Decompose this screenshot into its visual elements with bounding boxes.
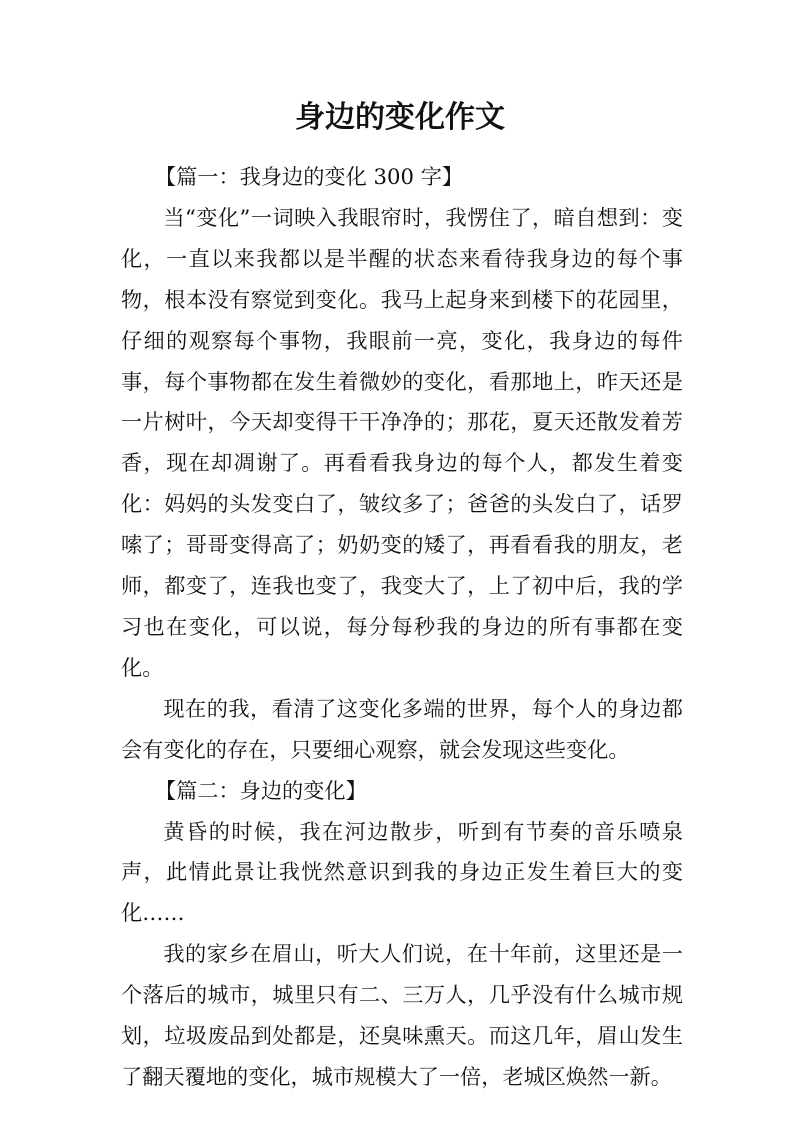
paragraph-3: 黄昏的时候，我在河边散步，听到有节奏的音乐喷泉声，此情此景让我恍然意识到我的身边正发生着巨大的变化…… [121,818,683,926]
paragraph-2: 现在的我，看清了这变化多端的世界，每个人的身边都会有变化的存在，只要细心观察，就会发现这些变化。 [121,695,683,762]
section-heading-2: 【篇二：身边的变化】 [154,777,367,803]
document-body [121,157,683,1098]
section-heading-1: 【篇一：我身边的变化 300 字】 [154,164,464,189]
paragraph-1: 当“变化”一词映入我眼帘时，我愣住了，暗自想到：变化，一直以来我都以是半醒的状态来看待我身边的每个事物，根本没有察觉到变化。我马上起身来到楼下的花园里，仔细的观察每个事物，我眼前一亮，变化，我身边的每件事，每个事物都在发生着微妙的变化，看那地上，昨天还是一片树叶，今天却变得干干净净的；那花，夏天还散发着芳香，现在却凋谢了。再看看我身边的每个人，都发生着变化：妈妈的头发变白了，皱纹多了；爸爸的头发白了，话罗嗦了；哥哥变得高了；奶奶变的矮了，再看看我的朋友，老师，都变了，连我也变了，我变大了，上了初中后，我的学习也在变化，可以说，每分每秒我的身边的所有事都在变化。 [121,204,683,680]
paragraph-4: 我的家乡在眉山，听大人们说，在十年前，这里还是一个落后的城市，城里只有二、三万人，几乎没有什么城市规划，垃圾废品到处都是，还臭味熏天。而这几年，眉山发生了翻天覆地的变化，城市规模大了一倍，老城区焕然一新。 [121,941,683,1089]
document-title: 身边的变化作文 [295,100,505,135]
